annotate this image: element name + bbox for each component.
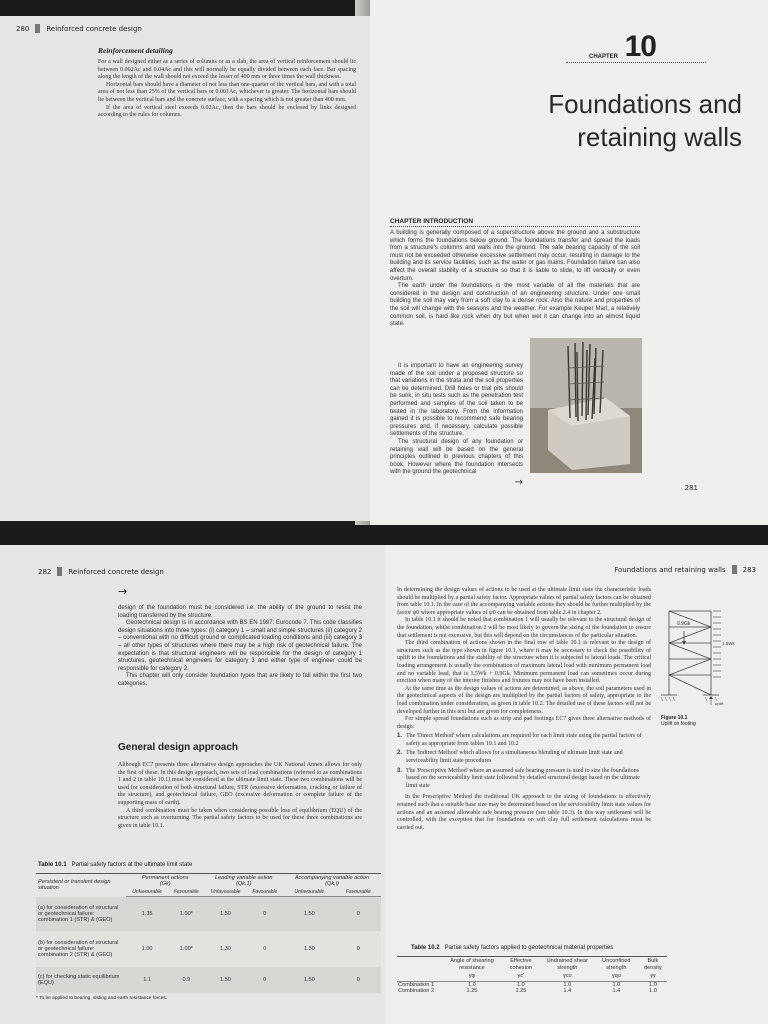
table-symbol: γcu: [562, 973, 572, 980]
table-row: [36, 967, 381, 993]
cell: 0: [263, 945, 267, 952]
chapter-title-line: Foundations and: [548, 89, 742, 119]
page-280: [0, 16, 370, 521]
table-row: [36, 897, 381, 931]
cell: 0: [263, 976, 267, 983]
paragraph: Horizontal bars should have a diameter of not less than one-quarter of the vertical bars, and with a total area of not less than 25% of the vertical bars or 0.001Ac, whichever is greater. The horizontal bars should lie between the vertical bars and the concrete surface, with a spacing which is not greater than 400 mm.: [98, 81, 356, 103]
cell: 1.25: [466, 987, 478, 994]
table-header: Angle of shearing resistance: [450, 958, 494, 971]
cell: 0: [356, 976, 360, 983]
intro-block: [390, 218, 640, 329]
figure-caption: [661, 715, 696, 727]
table-row: [397, 988, 667, 994]
paragraph: If the area of vertical steel exceeds 0.02Ac, then the bars should be enclosed by links designed according to the rules for columns.: [98, 104, 356, 119]
row-label: (c) for checking static equilibrium (EQU): [38, 973, 120, 986]
table-symbol: [397, 972, 443, 981]
page-282: [0, 545, 385, 1024]
paragraph: A third combination must be taken when considering possible loss of equilibrium (EQU) of the structure such as overturning. The partial safety factors to be used for these three combinations are given in table 10.1.: [118, 807, 362, 829]
table-header: Effective cohesion: [509, 958, 533, 971]
cell: 1.50: [303, 910, 315, 917]
cell: 1.4: [612, 987, 621, 994]
page-281: [370, 0, 768, 525]
cell: 1.00*: [179, 910, 193, 917]
section-heading: General design approach: [118, 742, 239, 753]
subheading: Reinforcement detailing: [98, 46, 173, 55]
paragraph: It is important to have an engineering survey made of the soil under a proposed structure so that variations in the strata and the soil properties can be determined. Drill holes or trial pits should be sunk, in situ tests such as the penetration test performed and samples of the soil taken to be tested in the laboratory. From the information gained it is possible to recommend safe bearing pressures and, if necessary, calculate possible settlements of the structure.: [390, 363, 523, 438]
table-header: [397, 957, 443, 972]
paragraph: design of the foundation must be considered i.e. the ability of the ground to resist the loading transferred by the structure.: [118, 605, 362, 619]
running-head: Reinforced concrete design: [68, 567, 164, 576]
table-header: Leading variable action (Qk,1): [214, 875, 273, 887]
paragraph: This chapter will only consider foundation types that are likely to fall within the first two categories.: [118, 673, 362, 687]
table-number: Table 10.1: [38, 862, 67, 868]
cell: 0.9: [182, 976, 191, 983]
table-header: Undrained shear strength: [546, 958, 588, 971]
foundation-photo: [530, 338, 642, 473]
cell: 1.0: [516, 981, 525, 988]
table-subheader: Unfavourable: [204, 888, 246, 897]
table-symbol: γqu: [611, 973, 621, 980]
paragraph: A building is generally composed of a superstructure above the ground and a substructure which forms the foundations below ground. The foundations transfer and spread the loads from a structure's columns and walls into the ground. The safe bearing capacity of the soil must not be exceeded otherwise excessive settlement may occur, resulting in damage to the building and its service facilities, such as the water or gas mains. Foundation failure can also affect the overall stability of a structure so that it is liable to slide, to lift vertically or even overturn.: [390, 230, 640, 282]
table-number: Table 10.2: [411, 945, 440, 951]
figure-title: Uplift on footing: [661, 721, 696, 727]
running-header: [16, 24, 142, 33]
fig-label-g: 0.9Gk: [677, 621, 691, 627]
text-block: [98, 46, 356, 120]
cell: 1.0: [612, 981, 621, 988]
list-item: 2. The 'Indirect Method' which allows for a simultaneous blending of ultimate limit state and serviceability limit state procedures: [397, 750, 623, 765]
cell: 1.00: [141, 945, 153, 952]
list-item: 3. The 'Prescriptive Method' where an assumed safe bearing pressure is used to size the foundations based on the serviceability limit state followed by detailed structural design based on the ultimate limit state: [397, 767, 640, 789]
cell: 1.30: [303, 945, 315, 952]
paragraph: For a wall designed either as a series of columns or as a slab, the area of vertical reinforcement should lie between 0.002Ac and 0.04Ac and this will normally be equally divided between each face. Bar spacing along the length of the wall should not exceed the lesser of 400 mm or three times the wall thickness.: [98, 59, 356, 81]
cell: 1.00*: [179, 945, 193, 952]
page-number: 282: [38, 567, 52, 576]
paragraph: In determining the design values of actions to be used at the ultimate limit state the characteristic loads should be multiplied by a partial safety factor. Appropriate values of partial safety factors can be obtained from table 10.1. In the case of the accompanying variable actions they should be further multiplied by the factor ψ0 where appropriate values of ψ0 can be obtained from table 2.4 in chapter 2.: [397, 587, 651, 616]
intro-column: [390, 363, 523, 488]
table-symbol: γφ: [468, 973, 476, 980]
paragraph: The earth under the foundations is the most variable of all the materials that are considered in the design and construction of an engineering structure. Under one small building the soil may vary from a soft clay to a dense rock. Also the nature and properties of the soil will change with the seasons and the weather. For example Keuper Marl, a relatively common soil, is hard like rock when dry but when wet it can change into an almost liquid state.: [390, 283, 640, 328]
fig-label-w: 1.5Wk: [722, 641, 735, 646]
list-item: 1. The 'Direct Method' where calculations are required for each limit state using the partial factors of safety as appropriate from tables 10.1 and 10.2: [397, 733, 642, 747]
table-subheader: Favourable: [168, 888, 204, 897]
cell: 1.0: [468, 981, 476, 988]
paragraph: Geotechnical design is in accordance with BS EN 1997: Eurocode 7. This code classifies design situations into three types: (i) category 1 – small and simple structures (ii) category 2 – conventional with no difficult ground or complicated loading conditions and (iii) category 3 – all other types of structures where there may be a high risk of geotechnical failure. The expectation is that structural engineers will be responsible for the design of category 1 structures, geotechnical engineers for category 3 and either type of engineer could be responsible for category 2.: [118, 620, 362, 672]
paragraph: At the same time as the design values of actions are determined, as above, the soil parameters used in the geotechnical aspects of the design are multiplied by the partial factors of safety, appropriate to the load combination under consideration, as given in table 10.2. The detailed use of these factors will not be developed further in this text but are given for completeness.: [397, 685, 651, 715]
row-label: (a) for consideration of structural or geotechnical failure: combination 1 (STR) & (GEO): [38, 904, 119, 923]
table-header: Unconfined strength: [602, 958, 631, 971]
cell: 1.0: [649, 987, 657, 994]
paragraph: Although EC7 presents three alternative design approaches the UK National Annex allows for only the first of these. In this design approach, two sets of load combinations (referred to as combinations 1 and 2 in table 10.1) must be considered at the ultimate limit state. These two combinations will be used for consideration of both structural failure, STR (excessive deformation, cracking or failure of the structure), and geotechnical failure, GEO (excessive deformation or complete failure of the supporting mass of earth).: [118, 762, 362, 806]
cell: 1.25: [515, 987, 527, 994]
paragraph: In the Prescriptive Method the traditional UK approach to the sizing of foundations is effectively retained such that a suitable base size may be determined based on the serviceability limit state values for actions and an assumed allowable safe bearing pressure (see table 10.3). In this way settlement will be controlled, with the exception that for foundations on soft clay full settlement calculations must be carried out.: [397, 794, 651, 831]
paragraph: In table 10.1 it should be noted that combination 1 will usually be relevant to the structural design of the foundation, whilst combination 2 will be most likely to govern the sizing of the foundation to ensure that settlement is not excessive, but this will depend on the circumstances of the particular situation.: [397, 617, 651, 639]
table-symbol: γγ: [650, 973, 656, 980]
table-subheader: Unfavourable: [283, 888, 336, 897]
figure-10-1-diagram: [659, 597, 737, 707]
cell: 0: [263, 910, 267, 917]
page-number: 283: [742, 565, 756, 574]
row-label: (b) for consideration of structural or geotechnical failure: combination 2 (STR) & (GEO): [38, 939, 119, 958]
table-footnote: * To be applied to bearing, sliding and earth resistance forces.: [36, 995, 168, 1001]
cell: 1.1: [143, 976, 151, 983]
table-subheader: Favourable: [336, 888, 381, 897]
text-block: [118, 605, 362, 689]
table-header: Bulk density: [644, 958, 662, 971]
fig-label-uplift: uplift: [715, 701, 724, 706]
cell: 1.30: [220, 945, 232, 952]
table-title: Partial safety factors at the ultimate limit state: [71, 862, 193, 868]
table-symbol: γc': [517, 973, 525, 980]
cell: 1.50: [303, 976, 315, 983]
table-10-2: [397, 956, 667, 994]
paragraph: The structural design of any foundation or retaining wall will be based on the general principles outlined in previous chapters of this book. However where the foundation intersects with the ground the geotechnical: [390, 438, 523, 476]
table-header: Permanent actions (Gk): [141, 875, 189, 887]
paragraph: For simple spread foundations such as strip and pad footings EC7 gives three alternative methods of design:: [397, 716, 651, 730]
table-title: Partial safety factors applied to geotechnical material properties: [444, 945, 614, 951]
cell: 1.50: [220, 910, 232, 917]
running-header: [38, 567, 164, 576]
cell: 1.4: [563, 987, 572, 994]
table-row: [36, 931, 381, 967]
header-bar: [732, 565, 737, 574]
page-number: 280: [16, 24, 30, 33]
cell: 1.50: [220, 976, 232, 983]
cell: 1.35: [141, 910, 153, 917]
table-subheader: Unfavourable: [126, 888, 168, 897]
page-number: 281: [684, 484, 698, 492]
table-10-1: [36, 873, 381, 1001]
continue-arrow: →: [118, 585, 128, 598]
intro-heading: CHAPTER INTRODUCTION: [390, 218, 640, 227]
chapter-title-line: retaining walls: [577, 122, 742, 152]
table-caption: [411, 945, 613, 951]
table-caption: [38, 862, 192, 868]
cell: 0: [356, 945, 360, 952]
row-label: Combination 1: [398, 981, 435, 988]
text-block: [118, 762, 362, 830]
cell: 0: [356, 910, 360, 917]
running-header: [614, 565, 756, 574]
chapter-label: CHAPTER: [588, 54, 618, 60]
page-283: [385, 545, 768, 1024]
paragraph: The third combination of actions shown in the final row of table 10.1 is relevant to the design of structures such as the type shown in figure 10.1, where it may be necessary to check the possibility of uplift to the foundations and the stability of the structure when it is subjected to lateral loads. The critical loading arrangement is usually the combination of maximum lateral load with minimum permanent load and no variable load, that is 1.5Wk + 0.9Gk. Minimum permanent load can sometimes occur during erection when many of the interior finishes and fixtures may not have been installed.: [397, 640, 651, 685]
cell: 1.0: [563, 981, 572, 988]
chapter-rule: [566, 62, 706, 63]
running-head: Reinforced concrete design: [46, 24, 142, 33]
header-bar: [35, 24, 40, 33]
table-subheader: Favourable: [247, 888, 283, 897]
header-bar: [57, 567, 62, 576]
chapter-title: [548, 88, 742, 154]
running-head: Foundations and retaining walls: [614, 565, 726, 574]
text-block: [397, 587, 651, 832]
row-label: Combination 2: [398, 987, 435, 994]
table-header: Accompanying variable action (Qk,i): [294, 875, 370, 887]
continue-arrow: →: [514, 476, 523, 488]
figure-number: Figure 10.1: [661, 715, 688, 721]
table-header: Persistent or transient design situation: [38, 879, 111, 892]
chapter-number: 10: [624, 30, 656, 63]
cell: 1.0: [649, 981, 657, 988]
